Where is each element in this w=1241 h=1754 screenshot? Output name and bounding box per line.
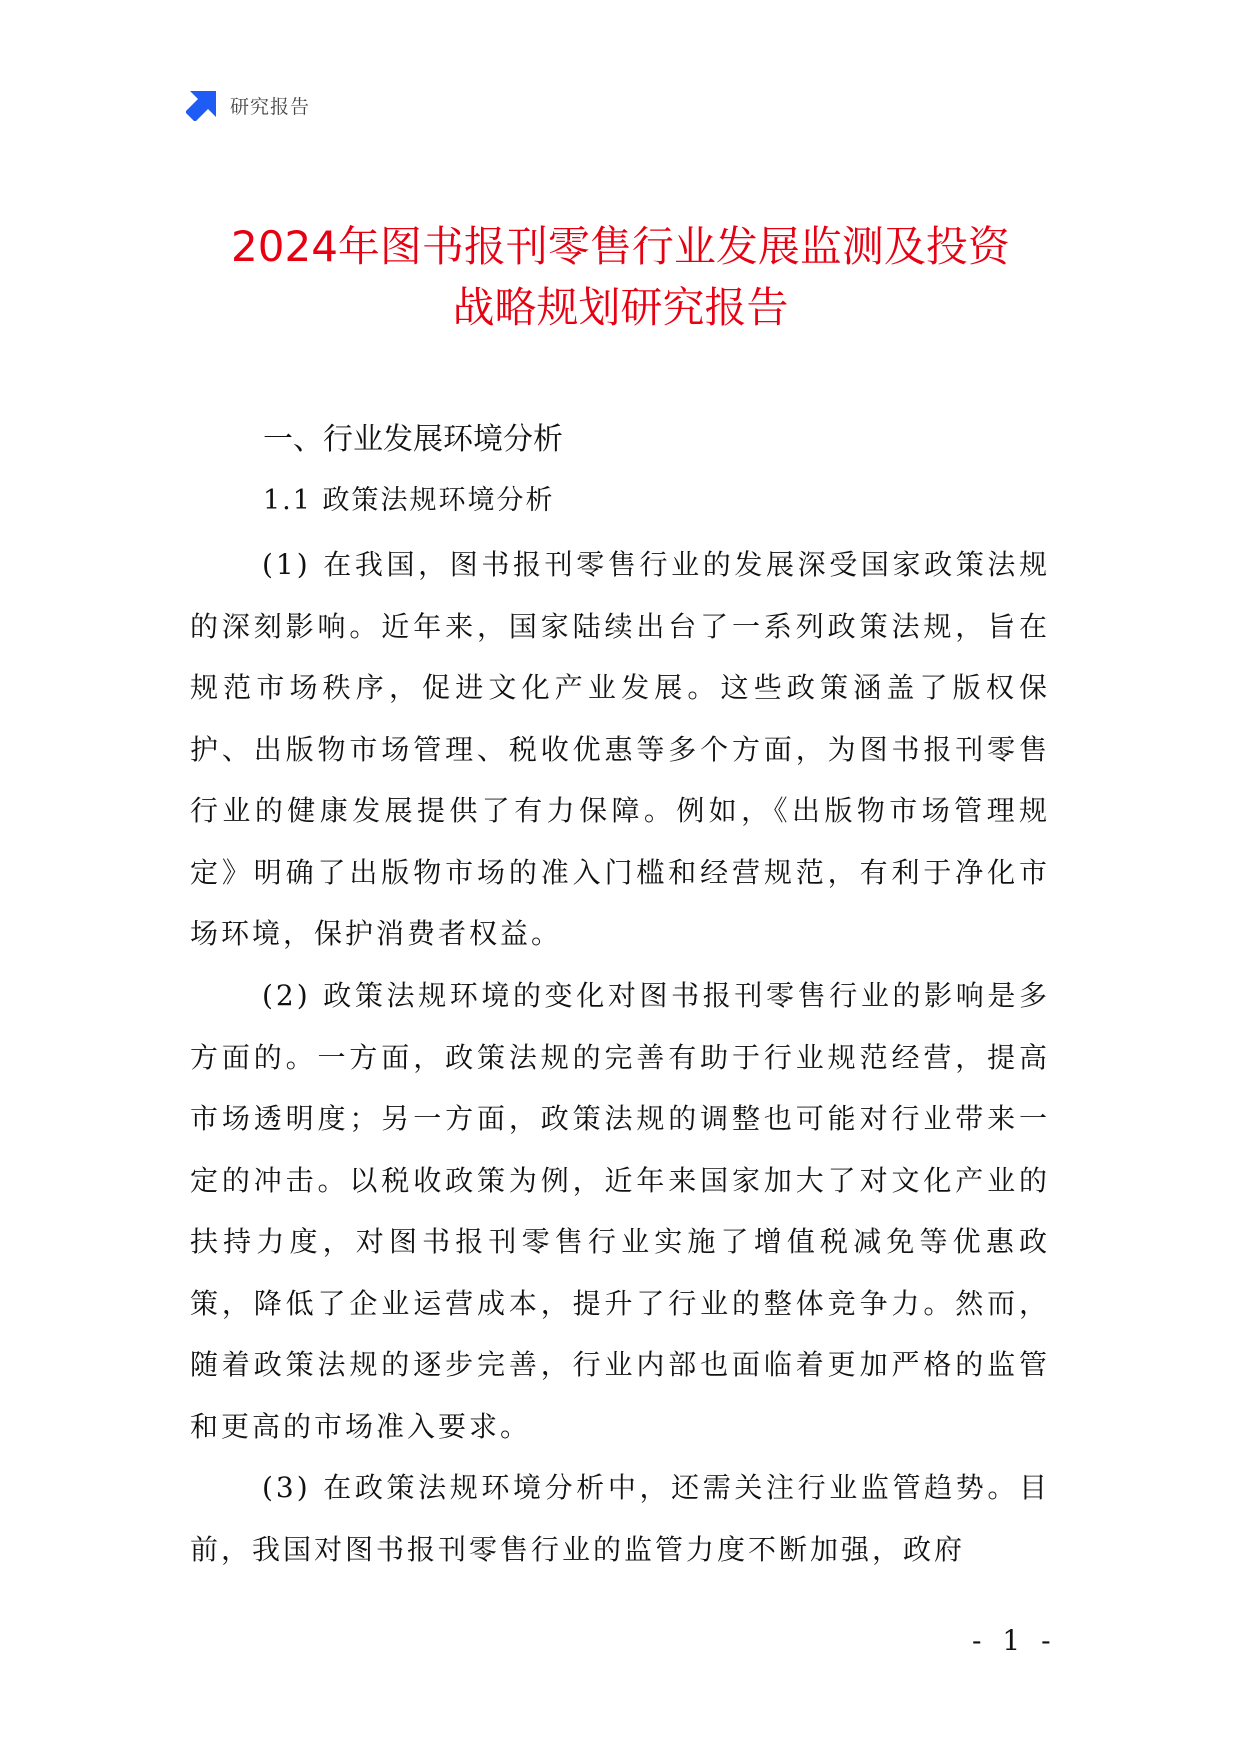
paragraph-2: (2) 政策法规环境的变化对图书报刊零售行业的影响是多方面的。一方面，政策法规的完善有助于行业规范经营，提高市场透明度；另一方面，政策法规的调整也可能对行业带来一定的冲击。以税收政策为例，近年来国家加大了对文化产业的扶持力度，对图书报刊零售行业实施了增值税减免等优惠政策，降低了企业运营成本，提升了行业的整体竞争力。然而，随着政策法规的逐步完善，行业内部也面临着更加严格的监管和更高的市场准入要求。 — [190, 979, 1050, 1443]
arrow-up-right-icon — [186, 89, 218, 121]
report-header — [186, 88, 310, 122]
page-number: - 1 - — [972, 1624, 1057, 1657]
paragraph-1: (1) 在我国，图书报刊零售行业的发展深受国家政策法规的深刻影响。近年来，国家陆续出台了一系列政策法规，旨在规范市场秩序，促进文化产业发展。这些政策涵盖了版权保护、出版物市场管理、税收优惠等多个方面，为图书报刊零售行业的健康发展提供了有力保障。例如，《出版物市场管理规定》明确了出版物市场的准入门槛和经营规范，有利于净化市场环境，保护消费者权益。 — [190, 548, 1050, 950]
document-title-line-1: 2024年图书报刊零售行业发展监测及投资 — [231, 222, 1010, 271]
section-heading: 一、行业发展环境分析 — [263, 422, 563, 457]
header-label: 研究报告 — [230, 95, 311, 118]
document-title-line-2: 战略规划研究报告 — [452, 283, 789, 332]
paragraph-3: (3) 在政策法规环境分析中，还需关注行业监管趋势。目前，我国对图书报刊零售行业的监管力度不断加强，政府 — [190, 1471, 1050, 1566]
subsection-heading: 1.1 政策法规环境分析 — [263, 485, 555, 516]
